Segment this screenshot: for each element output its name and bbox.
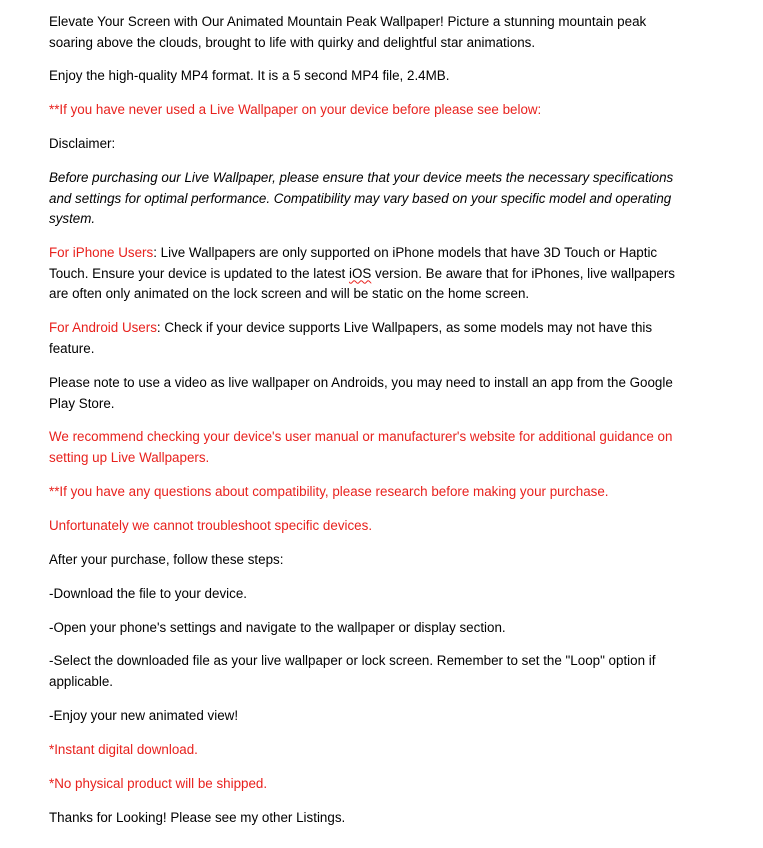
recommend-paragraph: We recommend checking your device's user manual or manufacturer's website for additional guidance on setting up Live Wallpapers. xyxy=(49,429,673,465)
step-enjoy: -Enjoy your new animated view! xyxy=(49,708,239,723)
format-paragraph: Enjoy the high-quality MP4 format. It is a 5 second MP4 file, 2.4MB. xyxy=(49,68,450,83)
thanks-paragraph: Thanks for Looking! Please see my other Listings. xyxy=(49,810,346,825)
step-settings: -Open your phone's settings and navigate to the wallpaper or display section. xyxy=(49,620,506,635)
iphone-text-2: version. Be aware that for iPhones, live wallpapers are often only animated on the lock screen and will be static on the home screen. xyxy=(49,265,675,302)
disclaimer-heading: Disclaimer: xyxy=(49,136,116,151)
disclaimer-body: Before purchasing our Live Wallpaper, please ensure that your device meets the necessary specifications and settings for optimal performance. Compatibility may vary based on your specific model and operating system. xyxy=(49,170,674,227)
troubleshoot-paragraph: Unfortunately we cannot troubleshoot specific devices. xyxy=(49,518,373,533)
steps-heading: After your purchase, follow these steps: xyxy=(49,552,284,567)
android-text: : Check if your device supports Live Wallpapers, as some models may not have this feature. xyxy=(49,320,653,356)
never-used-notice: **If you have never used a Live Wallpaper on your device before please see below: xyxy=(49,102,542,117)
ios-word: iOS xyxy=(348,265,372,281)
step-download: -Download the file to your device. xyxy=(49,586,247,601)
android-paragraph xyxy=(49,318,689,359)
intro-paragraph: Elevate Your Screen with Our Animated Mountain Peak Wallpaper! Picture a stunning mountain peak soaring above the clouds, brought to life with quirky and delightful star animations. xyxy=(49,14,647,50)
android-note: Please note to use a video as live wallpaper on Androids, you may need to install an app from the Google Play Store. xyxy=(49,375,673,411)
no-physical-note: *No physical product will be shipped. xyxy=(49,776,268,791)
android-label: For Android Users xyxy=(49,320,157,335)
instant-download-note: *Instant digital download. xyxy=(49,742,198,757)
iphone-text-1: : Live Wallpapers are only supported on iPhone models that have 3D Touch or Haptic Touch. Ensure your device is updated to the latest xyxy=(49,245,658,281)
questions-paragraph: **If you have any questions about compatibility, please research before making your purchase. xyxy=(49,484,609,499)
step-select: -Select the downloaded file as your live wallpaper or lock screen. Remember to set the "Loop" option if applicable. xyxy=(49,653,656,689)
iphone-paragraph xyxy=(49,243,689,305)
iphone-label: For iPhone Users xyxy=(49,245,154,260)
